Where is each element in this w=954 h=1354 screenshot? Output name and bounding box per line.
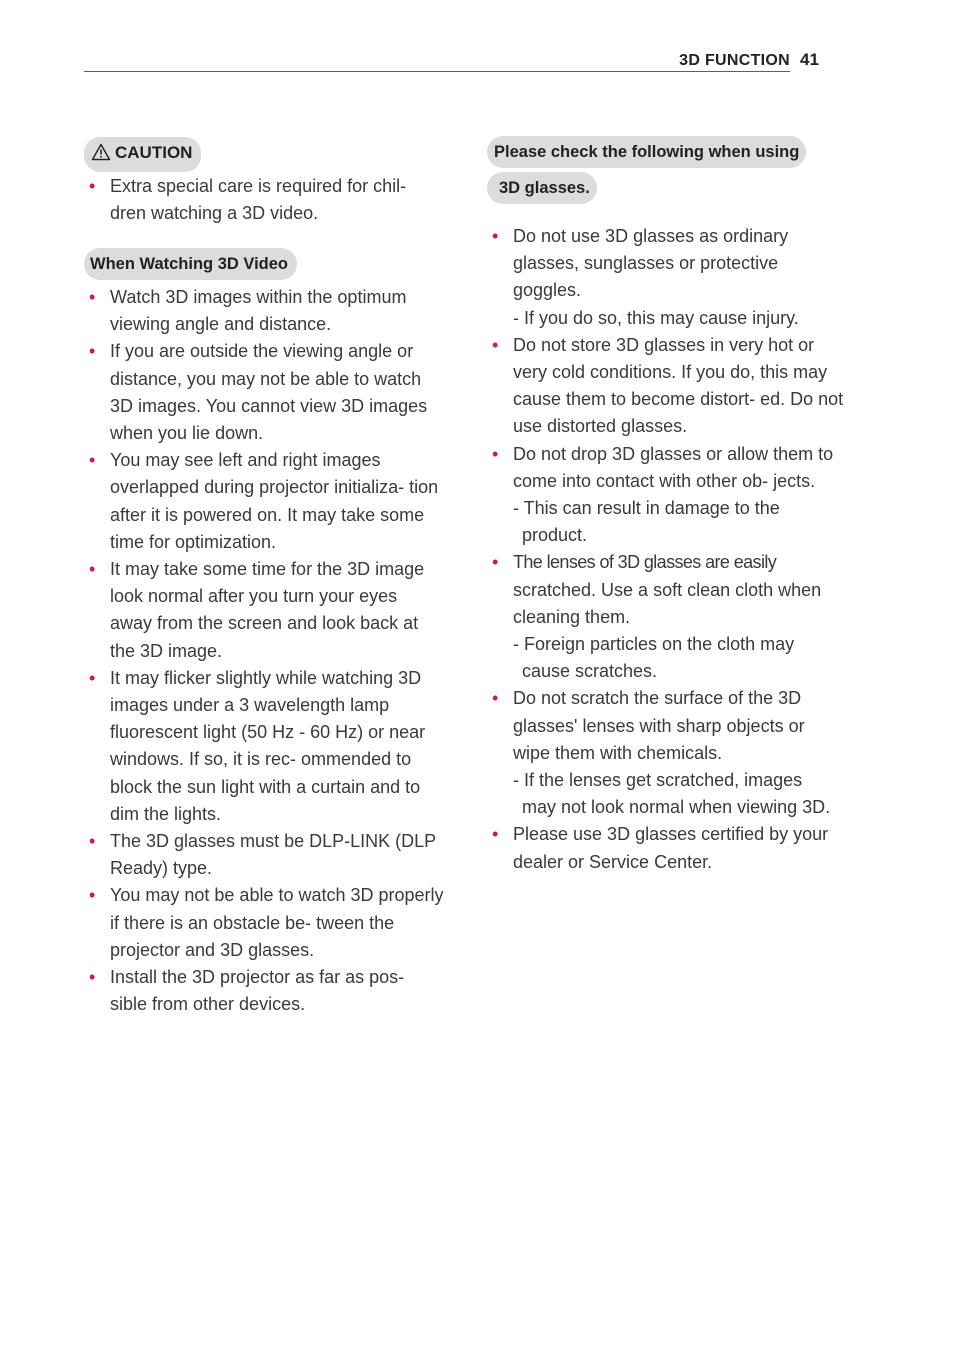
section-heading-watching: When Watching 3D Video (84, 248, 297, 280)
list-item (487, 332, 845, 441)
list-item: • If you are outside the viewing angle or distance, you may not be able to watch 3D images. You cannot view 3D images when you lie down. (84, 338, 444, 447)
list-item: • It may flicker slightly while watching 3D images under a 3 wavelength lamp fluorescent light (50 Hz - 60 Hz) or near windows. If so, it is rec- ommended to block the sun light with a curtain and to dim the lights. (84, 665, 444, 828)
item-text: Do not scratch the surface of the 3D glasses' lenses with sharp objects or wipe them with chemicals. (513, 688, 805, 763)
item-note-cont: product. (522, 525, 588, 546)
caution-badge (84, 137, 201, 172)
list-item: • Install the 3D projector as far as pos- sible from other devices. (84, 964, 444, 1018)
section-name: 3D FUNCTION (679, 52, 790, 69)
caution-list (84, 173, 444, 227)
list-item (487, 223, 845, 332)
watching-list (84, 284, 444, 1018)
item-note-cont: may not look normal when viewing 3D. (522, 797, 831, 818)
item-note: - If the lenses get scratched, images (513, 770, 803, 791)
list-item: • Watch 3D images within the optimum viewing angle and distance. (84, 284, 444, 338)
list-item: • You may see left and right images overlapped during projector initializa- tion after it is powered on. It may take some time for optimization. (84, 447, 444, 556)
list-item (487, 685, 845, 821)
list-item: • The 3D glasses must be DLP-LINK (DLP Ready) type. (84, 828, 444, 882)
item-text: Please use 3D glasses certified by your dealer or Service Center. (513, 824, 829, 872)
list-item: • You may not be able to watch 3D properly if there is an obstacle be- tween the projector and 3D glasses. (84, 882, 444, 964)
item-text: Do not store 3D glasses in very hot or very cold conditions. If you do, this may cause them to become distort- ed. Do not use distorted glasses. (513, 334, 844, 437)
warning-triangle-icon (91, 143, 111, 167)
page-number: 41 (800, 50, 819, 69)
item-note: - This can result in damage to the (513, 498, 780, 519)
item-text: Do not drop 3D glasses or allow them to come into contact with other ob- jects. (513, 443, 834, 491)
item-note: - If you do so, this may cause injury. (513, 307, 799, 328)
item-note: - Foreign particles on the cloth may (513, 634, 795, 655)
list-item: • It may take some time for the 3D image look normal after you turn your eyes away from the screen and look back at the 3D image. (84, 556, 444, 665)
item-text-narrow: The lenses of 3D glasses are easily (513, 552, 777, 573)
header-rule (84, 71, 790, 72)
item-text: Do not use 3D glasses as ordinary glasses, sunglasses or protective goggles. (513, 226, 789, 301)
list-item (487, 549, 845, 685)
item-text: scratched. Use a soft clean cloth when cleaning them. (513, 579, 822, 627)
section-heading-glasses-line1: Please check the following when using (487, 136, 806, 168)
list-item: • Extra special care is required for chil- dren watching a 3D video. (84, 173, 444, 227)
item-note-cont: cause scratches. (522, 661, 658, 682)
list-item (487, 441, 845, 550)
caution-label: CAUTION (115, 143, 193, 162)
section-heading-glasses-line2: 3D glasses. (487, 172, 597, 204)
glasses-list (487, 223, 845, 876)
list-item (487, 821, 845, 875)
